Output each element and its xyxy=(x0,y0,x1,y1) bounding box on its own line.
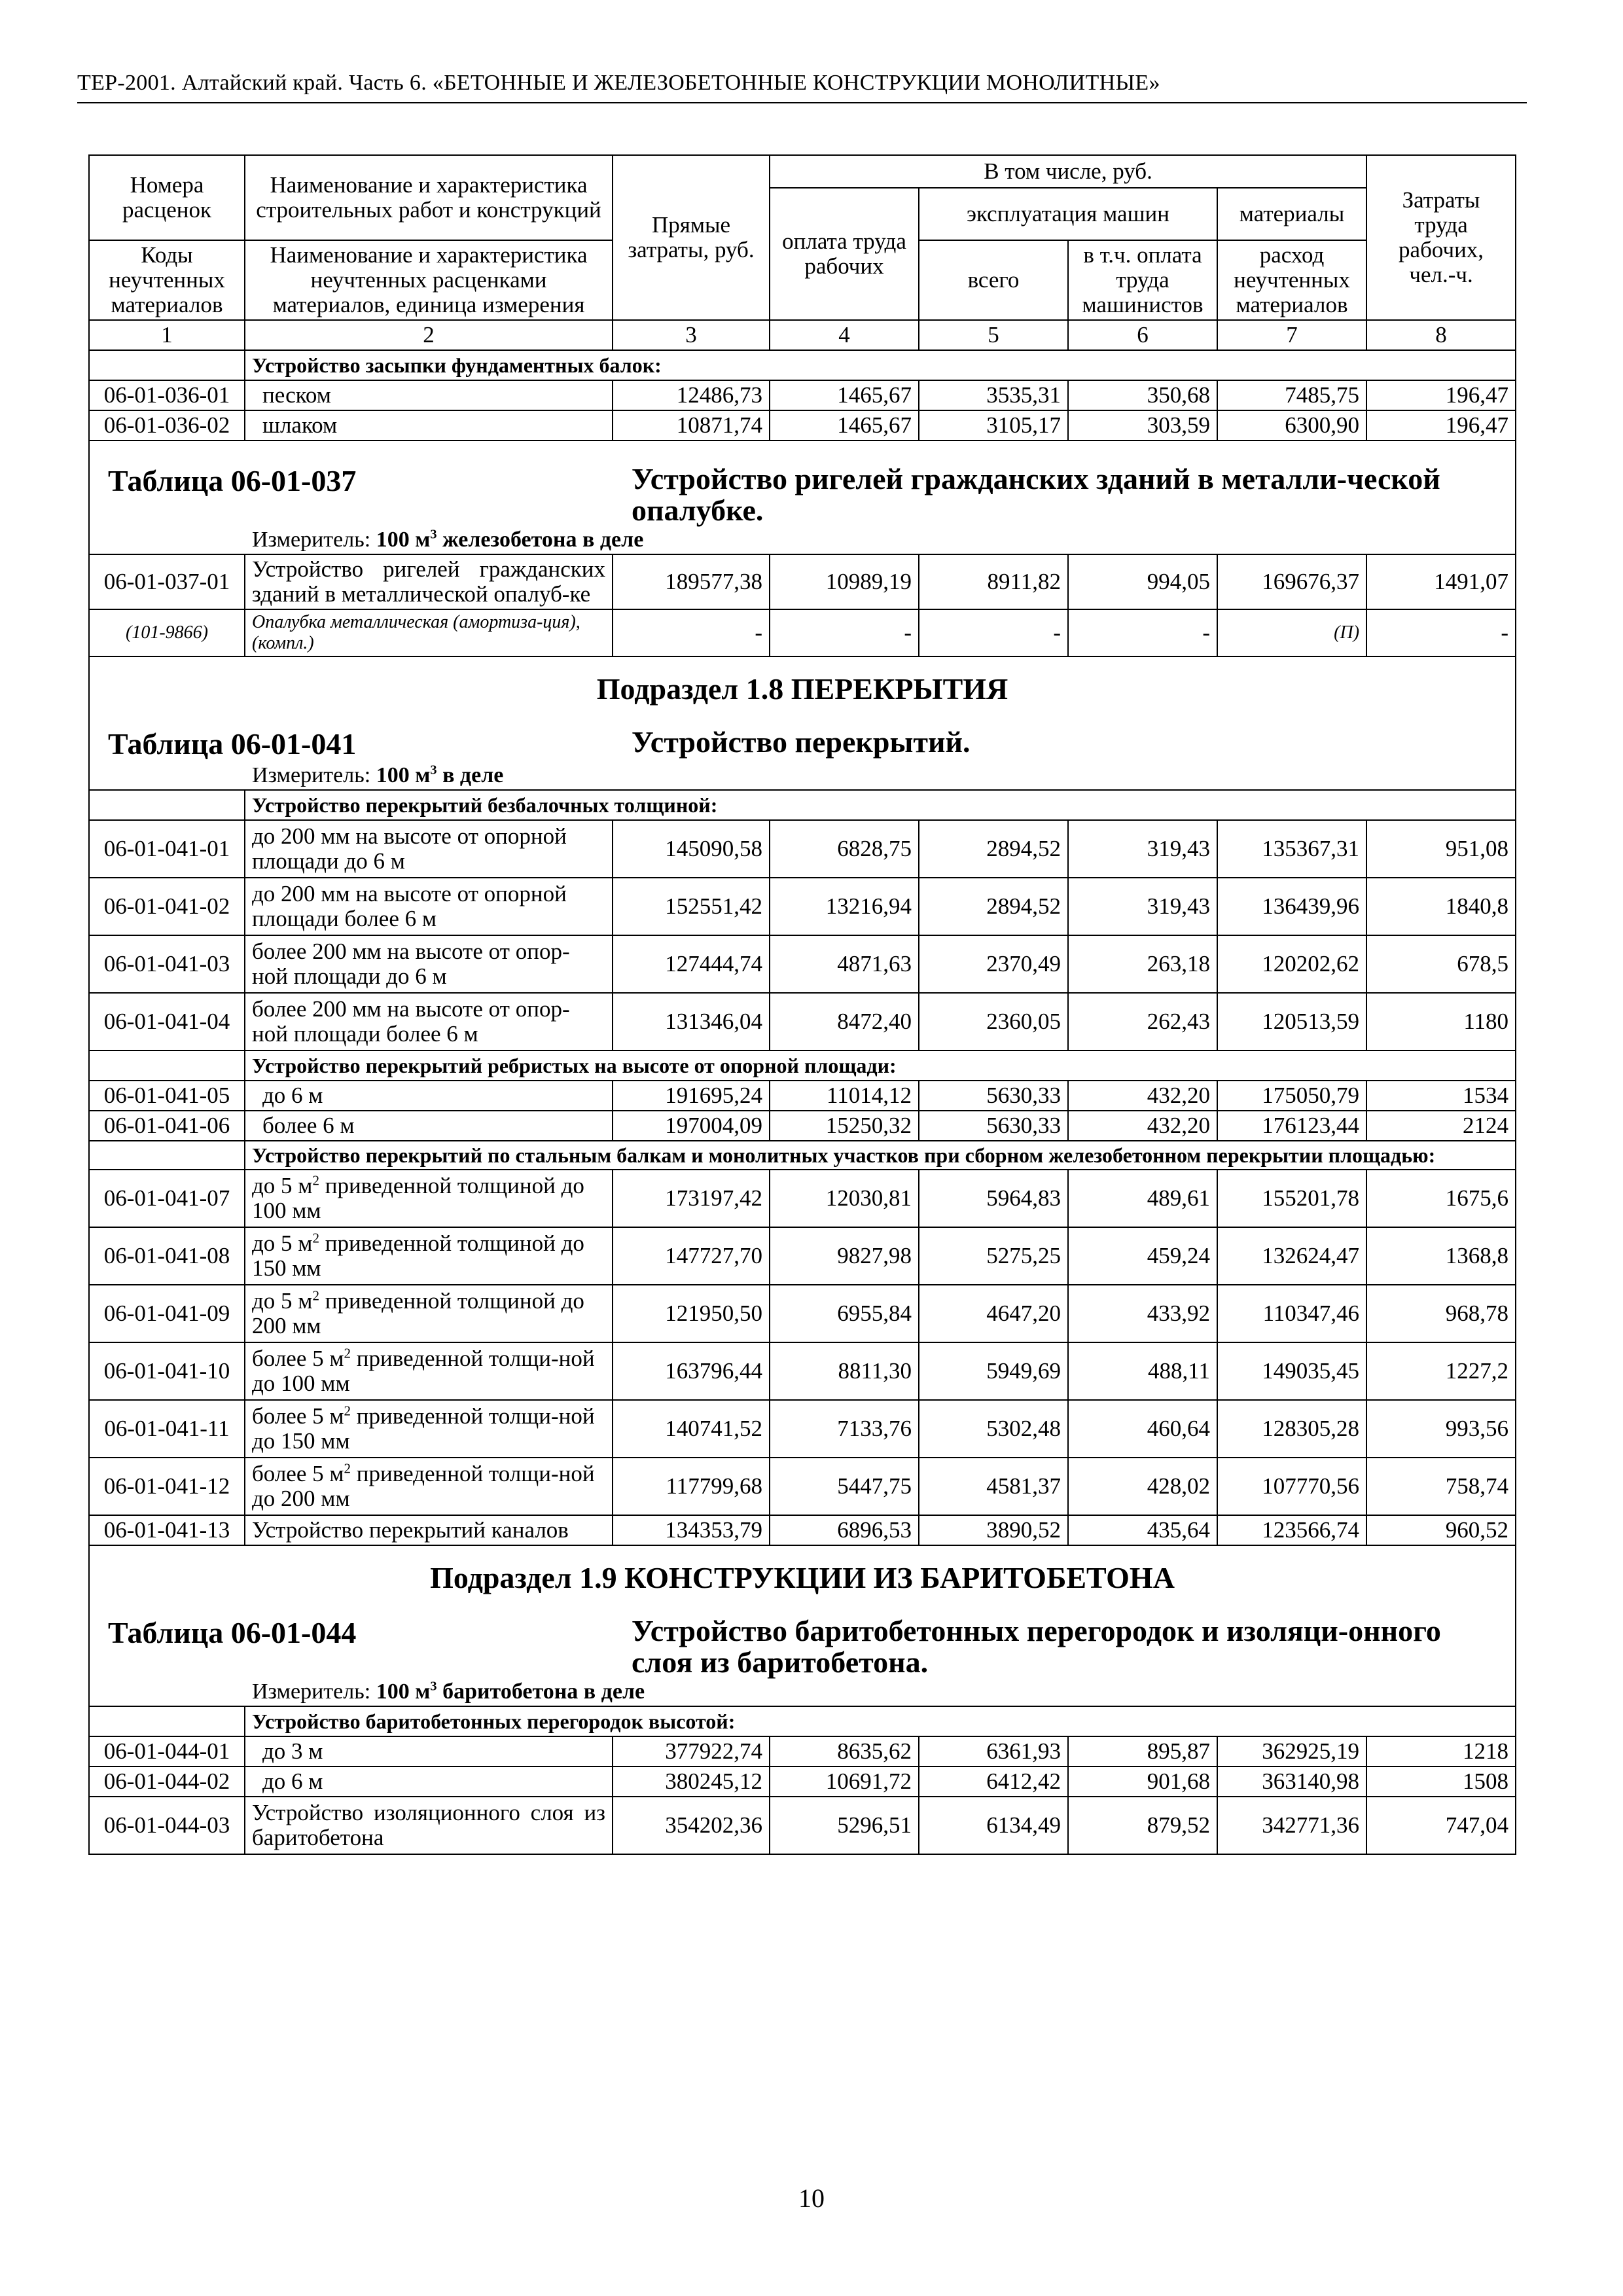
price-table xyxy=(88,154,1516,1855)
cell-machines: 5275,25 xyxy=(919,1227,1068,1285)
rate-code: 06-01-041-11 xyxy=(89,1400,245,1458)
cell-materials: 155201,78 xyxy=(1217,1170,1366,1227)
cell-machines: 5302,48 xyxy=(919,1400,1068,1458)
cell-labor-hours: 968,78 xyxy=(1366,1285,1516,1342)
cell-machines: 2360,05 xyxy=(919,993,1068,1050)
table-row xyxy=(89,380,1516,410)
cell-operators: 319,43 xyxy=(1068,820,1217,878)
cell-machines: 2894,52 xyxy=(919,878,1068,935)
cell-machines: 4581,37 xyxy=(919,1458,1068,1515)
rate-code: 06-01-041-08 xyxy=(89,1227,245,1285)
rate-code: 06-01-041-10 xyxy=(89,1342,245,1400)
cell-direct: 152551,42 xyxy=(613,878,770,935)
cell-labor: 5296,51 xyxy=(770,1797,919,1854)
rate-code: 06-01-041-02 xyxy=(89,878,245,935)
subsection-1-9 xyxy=(89,1545,1516,1706)
rate-code: 06-01-041-05 xyxy=(89,1081,245,1111)
table-row xyxy=(89,993,1516,1050)
table-row xyxy=(89,878,1516,935)
cell-labor: 13216,94 xyxy=(770,878,919,935)
cell-labor-hours: 1675,6 xyxy=(1366,1170,1516,1227)
cell-labor: 9827,98 xyxy=(770,1227,919,1285)
col-number: 5 xyxy=(919,320,1068,350)
cell-labor-hours: 2124 xyxy=(1366,1111,1516,1141)
rate-name: Устройство ригелей гражданских зданий в металлической опалуб-ке xyxy=(245,554,613,609)
cell-direct: 163796,44 xyxy=(613,1342,770,1400)
col-number: 2 xyxy=(245,320,613,350)
cell-labor: 8472,40 xyxy=(770,993,919,1050)
cell-labor: 1465,67 xyxy=(770,380,919,410)
rate-name: шлаком xyxy=(245,410,613,440)
page-number: 10 xyxy=(798,2183,825,2213)
rate-name: до 5 $м^2$ приведенной толщиной до 150 мм xyxy=(245,1227,613,1285)
cell-labor: - xyxy=(770,609,919,656)
rate-name: до 3 м xyxy=(245,1736,613,1767)
material-name: Опалубка металлическая (амортиза-ция), (компл.) xyxy=(245,609,613,656)
rate-name: до 5 $м^2$ приведенной толщиной до 200 мм xyxy=(245,1285,613,1342)
running-header: ТЕР-2001. Алтайский край. Часть 6. «БЕТОННЫЕ И ЖЕЛЕЗОБЕТОННЫЕ КОНСТРУКЦИИ МОНОЛИТНЫЕ» xyxy=(77,71,1527,103)
header-material-names: Наименование и характеристика неучтенных расценками материалов, единица измерения xyxy=(245,240,613,320)
table-row xyxy=(89,1515,1516,1545)
cell-machines: 3890,52 xyxy=(919,1515,1068,1545)
col-number: 4 xyxy=(770,320,919,350)
rate-code: 06-01-037-01 xyxy=(89,554,245,609)
cell-labor: 10989,19 xyxy=(770,554,919,609)
cell-labor-hours: 1180 xyxy=(1366,993,1516,1050)
header-machines-total: всего xyxy=(919,240,1068,320)
rate-name: более 5 $м^2$ приведенной толщи-ной до 200 мм xyxy=(245,1458,613,1515)
cell-direct: 145090,58 xyxy=(613,820,770,878)
rate-name: до 6 м xyxy=(245,1081,613,1111)
cell-machines: 5949,69 xyxy=(919,1342,1068,1400)
cell-labor-hours: 196,47 xyxy=(1366,410,1516,440)
rate-code: 06-01-041-07 xyxy=(89,1170,245,1227)
cell-materials: 149035,45 xyxy=(1217,1342,1366,1400)
cell-materials: 342771,36 xyxy=(1217,1797,1366,1854)
cell-labor: 10691,72 xyxy=(770,1767,919,1797)
col-number: 8 xyxy=(1366,320,1516,350)
measure-unit: Измеритель: 100 $м^3$ железобетона в деле xyxy=(252,527,644,552)
cell-materials: 107770,56 xyxy=(1217,1458,1366,1515)
cell-machines: 5630,33 xyxy=(919,1111,1068,1141)
subsection-1-8 xyxy=(89,656,1516,790)
material-code: (101-9866) xyxy=(89,609,245,656)
cell-materials: 362925,19 xyxy=(1217,1736,1366,1767)
cell-operators: 895,87 xyxy=(1068,1736,1217,1767)
group-title: Устройство перекрытий ребристых на высоте от опорной площади: xyxy=(245,1050,1516,1081)
group-title: Устройство засыпки фундаментных балок: xyxy=(245,350,1516,380)
cell-direct: 197004,09 xyxy=(613,1111,770,1141)
header-worker-pay: оплата труда рабочих xyxy=(770,188,919,320)
cell-machines: 6134,49 xyxy=(919,1797,1068,1854)
cell-materials: 123566,74 xyxy=(1217,1515,1366,1545)
cell-operators: 459,24 xyxy=(1068,1227,1217,1285)
cell-operators: - xyxy=(1068,609,1217,656)
header-unaccounted-materials: расход неучтенных материалов xyxy=(1217,240,1366,320)
cell-labor: 6955,84 xyxy=(770,1285,919,1342)
rate-code: 06-01-041-06 xyxy=(89,1111,245,1141)
subsection-title: Подраздел 1.8 ПЕРЕКРЫТИЯ xyxy=(596,672,1008,706)
table-row xyxy=(89,1767,1516,1797)
cell-labor-hours: 1508 xyxy=(1366,1767,1516,1797)
table-title: Устройство перекрытий. xyxy=(632,725,971,759)
cell-direct: 191695,24 xyxy=(613,1081,770,1111)
cell-direct: 173197,42 xyxy=(613,1170,770,1227)
column-numbers-row xyxy=(89,320,1516,350)
cell-direct: 131346,04 xyxy=(613,993,770,1050)
cell-materials: 363140,98 xyxy=(1217,1767,1366,1797)
col-number: 6 xyxy=(1068,320,1217,350)
cell-labor-hours: 1368,8 xyxy=(1366,1227,1516,1285)
rate-code: 06-01-044-01 xyxy=(89,1736,245,1767)
price-table-page xyxy=(88,154,1515,1855)
subsection-title: Подраздел 1.9 КОНСТРУКЦИИ ИЗ БАРИТОБЕТОНА xyxy=(430,1561,1175,1594)
table-label: Таблица 06-01-041 xyxy=(108,727,357,761)
cell-operators: 488,11 xyxy=(1068,1342,1217,1400)
cell-materials: 6300,90 xyxy=(1217,410,1366,440)
table-row xyxy=(89,410,1516,440)
cell-machines: 5630,33 xyxy=(919,1081,1068,1111)
cell-labor: 12030,81 xyxy=(770,1170,919,1227)
rate-code: 06-01-041-09 xyxy=(89,1285,245,1342)
rate-code: 06-01-036-01 xyxy=(89,380,245,410)
header-labor-costs: Затраты труда рабочих, чел.-ч. xyxy=(1366,155,1516,320)
group-title: Устройство перекрытий по стальным балкам и монолитных участков при сборном железобетонном перекрытии площадью: xyxy=(245,1141,1516,1170)
header-machines: эксплуатация машин xyxy=(919,188,1217,240)
header-materials: материалы xyxy=(1217,188,1366,240)
cell-materials: 175050,79 xyxy=(1217,1081,1366,1111)
header-work-name: Наименование и характеристика строительных работ и конструкций xyxy=(245,155,613,240)
table-label: Таблица 06-01-044 xyxy=(108,1616,357,1649)
group-title: Устройство баритобетонных перегородок высотой: xyxy=(245,1706,1516,1736)
table-row xyxy=(89,1458,1516,1515)
cell-machines: 6361,93 xyxy=(919,1736,1068,1767)
cell-labor: 6896,53 xyxy=(770,1515,919,1545)
cell-direct: 380245,12 xyxy=(613,1767,770,1797)
rate-name: песком xyxy=(245,380,613,410)
cell-labor: 4871,63 xyxy=(770,935,919,993)
group-header-row xyxy=(89,790,1516,820)
cell-machines: 3535,31 xyxy=(919,380,1068,410)
cell-operators: 303,59 xyxy=(1068,410,1217,440)
rate-code: 06-01-041-04 xyxy=(89,993,245,1050)
cell-labor-hours: 1491,07 xyxy=(1366,554,1516,609)
group-header-row xyxy=(89,1050,1516,1081)
group-title: Устройство перекрытий безбалочных толщиной: xyxy=(245,790,1516,820)
cell-operators: 432,20 xyxy=(1068,1081,1217,1111)
cell-machines: 8911,82 xyxy=(919,554,1068,609)
cell-direct: 189577,38 xyxy=(613,554,770,609)
cell-labor-hours: 1534 xyxy=(1366,1081,1516,1111)
cell-operators: 489,61 xyxy=(1068,1170,1217,1227)
cell-direct: 127444,74 xyxy=(613,935,770,993)
cell-operators: 350,68 xyxy=(1068,380,1217,410)
rate-code: 06-01-041-03 xyxy=(89,935,245,993)
rate-name: до 5 $м^2$ приведенной толщиной до 100 мм xyxy=(245,1170,613,1227)
cell-operators: 994,05 xyxy=(1068,554,1217,609)
col-number: 1 xyxy=(89,320,245,350)
table-row xyxy=(89,1285,1516,1342)
rate-code: 06-01-041-12 xyxy=(89,1458,245,1515)
cell-direct: 12486,73 xyxy=(613,380,770,410)
cell-labor-hours: 747,04 xyxy=(1366,1797,1516,1854)
cell-operators: 319,43 xyxy=(1068,878,1217,935)
cell-operators: 262,43 xyxy=(1068,993,1217,1050)
header-rate-numbers: Номера расценок xyxy=(89,155,245,240)
rate-name: до 200 мм на высоте от опорной площади более 6 м xyxy=(245,878,613,935)
rate-code: 06-01-044-02 xyxy=(89,1767,245,1797)
cell-operators: 433,92 xyxy=(1068,1285,1217,1342)
table-row xyxy=(89,1111,1516,1141)
cell-labor: 5447,75 xyxy=(770,1458,919,1515)
measure-unit: Измеритель: 100 $м^3$ в деле xyxy=(252,762,504,787)
cell-labor: 11014,12 xyxy=(770,1081,919,1111)
rate-name: до 6 м xyxy=(245,1767,613,1797)
cell-labor-hours: 196,47 xyxy=(1366,380,1516,410)
header-operators-pay: в т.ч. оплата труда машинистов xyxy=(1068,240,1217,320)
cell-direct: 134353,79 xyxy=(613,1515,770,1545)
table-row xyxy=(89,820,1516,878)
group-header-row xyxy=(89,350,1516,380)
rate-name: до 200 мм на высоте от опорной площади до 6 м xyxy=(245,820,613,878)
group-header-row xyxy=(89,1141,1516,1170)
rate-code: 06-01-036-02 xyxy=(89,410,245,440)
rate-name: более 200 мм на высоте от опор-ной площади до 6 м xyxy=(245,935,613,993)
cell-labor-hours: 758,74 xyxy=(1366,1458,1516,1515)
cell-labor: 8811,30 xyxy=(770,1342,919,1400)
cell-labor-hours: 1840,8 xyxy=(1366,878,1516,935)
cell-materials: 120513,59 xyxy=(1217,993,1366,1050)
cell-materials: 176123,44 xyxy=(1217,1111,1366,1141)
measure-unit: Измеритель: 100 $м^3$ баритобетона в деле xyxy=(252,1679,645,1704)
cell-labor-hours: 993,56 xyxy=(1366,1400,1516,1458)
rate-name: более 6 м xyxy=(245,1111,613,1141)
table-title: Устройство баритобетонных перегородок и изоляци-онного слоя из баритобетона. xyxy=(632,1614,1441,1679)
rate-code: 06-01-041-13 xyxy=(89,1515,245,1545)
cell-operators: 435,64 xyxy=(1068,1515,1217,1545)
cell-direct: 147727,70 xyxy=(613,1227,770,1285)
cell-materials: 120202,62 xyxy=(1217,935,1366,993)
table-row xyxy=(89,1081,1516,1111)
cell-materials: 110347,46 xyxy=(1217,1285,1366,1342)
cell-direct: 121950,50 xyxy=(613,1285,770,1342)
cell-direct: 10871,74 xyxy=(613,410,770,440)
table-label: Таблица 06-01-037 xyxy=(108,464,357,497)
cell-labor-hours: 1218 xyxy=(1366,1736,1516,1767)
cell-machines: 5964,83 xyxy=(919,1170,1068,1227)
cell-materials: 132624,47 xyxy=(1217,1227,1366,1285)
table-row xyxy=(89,1170,1516,1227)
rate-name: более 5 $м^2$ приведенной толщи-ной до 150 мм xyxy=(245,1400,613,1458)
cell-operators: 460,64 xyxy=(1068,1400,1217,1458)
rate-code: 06-01-044-03 xyxy=(89,1797,245,1854)
rate-name: более 200 мм на высоте от опор-ной площади более 6 м xyxy=(245,993,613,1050)
col-number: 7 xyxy=(1217,320,1366,350)
cell-materials: (П) xyxy=(1217,609,1366,656)
cell-direct: 117799,68 xyxy=(613,1458,770,1515)
group-header-row xyxy=(89,1706,1516,1736)
cell-machines: 6412,42 xyxy=(919,1767,1068,1797)
header-direct-costs: Прямые затраты, руб. xyxy=(613,155,770,320)
table-037-heading xyxy=(89,440,1516,554)
cell-materials: 128305,28 xyxy=(1217,1400,1366,1458)
cell-direct: 377922,74 xyxy=(613,1736,770,1767)
cell-operators: 432,20 xyxy=(1068,1111,1217,1141)
cell-machines: 2894,52 xyxy=(919,820,1068,878)
cell-labor: 6828,75 xyxy=(770,820,919,878)
cell-operators: 879,52 xyxy=(1068,1797,1217,1854)
cell-materials: 169676,37 xyxy=(1217,554,1366,609)
cell-direct: 354202,36 xyxy=(613,1797,770,1854)
cell-labor-hours: - xyxy=(1366,609,1516,656)
header-material-codes: Коды неучтенных материалов xyxy=(89,240,245,320)
table-title: Устройство ригелей гражданских зданий в металли-ческой опалубке. xyxy=(632,462,1440,527)
cell-machines: 2370,49 xyxy=(919,935,1068,993)
cell-direct: 140741,52 xyxy=(613,1400,770,1458)
rate-name: Устройство изоляционного слоя из баритобетона xyxy=(245,1797,613,1854)
cell-direct: - xyxy=(613,609,770,656)
rate-name: Устройство перекрытий каналов xyxy=(245,1515,613,1545)
cell-labor: 8635,62 xyxy=(770,1736,919,1767)
cell-machines: 4647,20 xyxy=(919,1285,1068,1342)
cell-operators: 901,68 xyxy=(1068,1767,1217,1797)
table-row xyxy=(89,1342,1516,1400)
header-including: В том числе, руб. xyxy=(770,155,1366,188)
rate-name: более 5 $м^2$ приведенной толщи-ной до 100 мм xyxy=(245,1342,613,1400)
cell-labor: 1465,67 xyxy=(770,410,919,440)
rate-code: 06-01-041-01 xyxy=(89,820,245,878)
cell-labor: 7133,76 xyxy=(770,1400,919,1458)
cell-labor: 15250,32 xyxy=(770,1111,919,1141)
table-row xyxy=(89,1736,1516,1767)
col-number: 3 xyxy=(613,320,770,350)
table-row xyxy=(89,1400,1516,1458)
cell-labor-hours: 1227,2 xyxy=(1366,1342,1516,1400)
table-row xyxy=(89,1797,1516,1854)
table-row xyxy=(89,935,1516,993)
cell-labor-hours: 951,08 xyxy=(1366,820,1516,878)
cell-machines: - xyxy=(919,609,1068,656)
cell-operators: 263,18 xyxy=(1068,935,1217,993)
cell-labor-hours: 960,52 xyxy=(1366,1515,1516,1545)
cell-materials: 136439,96 xyxy=(1217,878,1366,935)
table-row xyxy=(89,554,1516,609)
material-row xyxy=(89,609,1516,656)
table-row xyxy=(89,1227,1516,1285)
cell-operators: 428,02 xyxy=(1068,1458,1217,1515)
cell-labor-hours: 678,5 xyxy=(1366,935,1516,993)
cell-machines: 3105,17 xyxy=(919,410,1068,440)
cell-materials: 7485,75 xyxy=(1217,380,1366,410)
cell-materials: 135367,31 xyxy=(1217,820,1366,878)
